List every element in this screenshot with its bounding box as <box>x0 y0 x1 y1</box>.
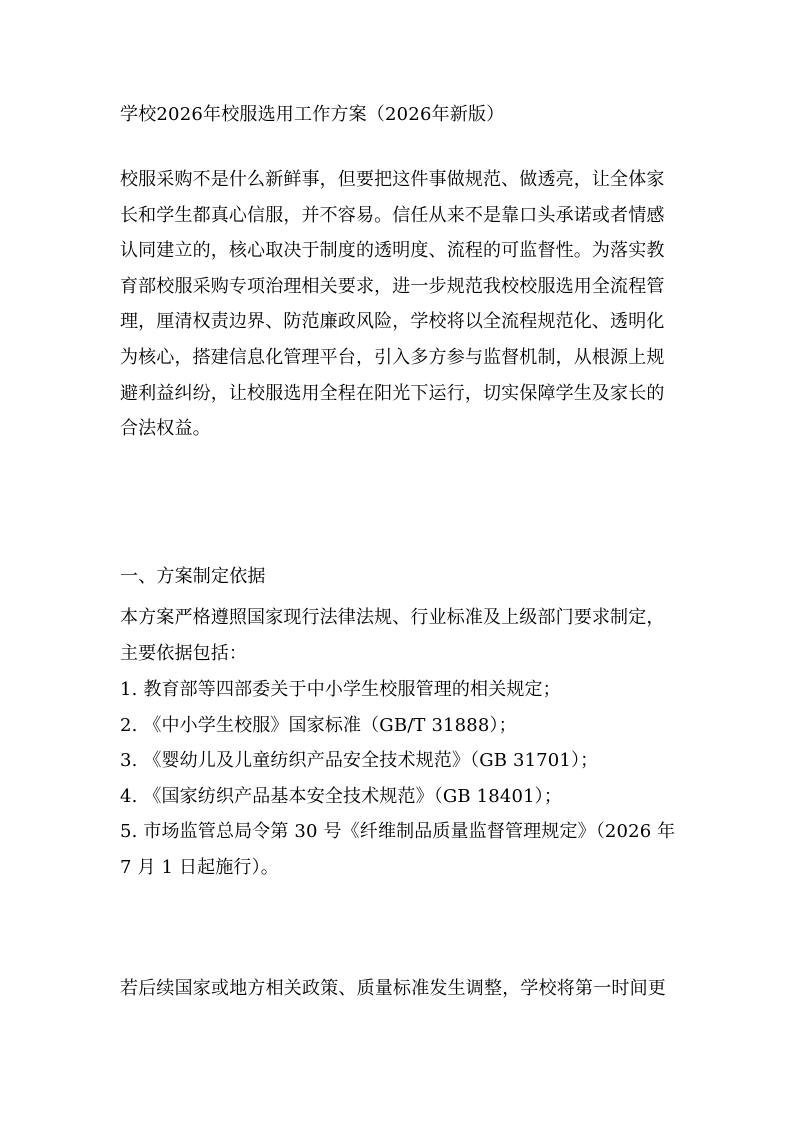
intro-line: 合法权益。 <box>120 418 211 440</box>
section-body <box>120 600 680 671</box>
intro-paragraph <box>120 162 680 447</box>
intro-line: 校服采购不是什么新鲜事，但要把这件事做规范、做透亮，让全体家 <box>120 169 665 190</box>
list-item: 5. 市场监管总局令第 30 号《纤维制品质量监督管理规定》（2026 年 <box>120 821 676 843</box>
intro-line: 为核心，搭建信息化管理平台，引入多方参与监督机制，从根源上规 <box>120 346 665 368</box>
intro-line: 认同建立的，核心取决于制度的透明度、流程的可监督性。为落实教 <box>120 240 665 262</box>
intro-line: 长和学生都真心信服，并不容易。信任从来不是靠口头承诺或者情感 <box>120 204 665 226</box>
intro-line: 育部校服采购专项治理相关要求，进一步规范我校校服选用全流程管 <box>120 275 665 297</box>
intro-line: 理，厘清权责边界、防范廉政风险，学校将以全流程规范化、透明化 <box>120 311 665 333</box>
section-heading: 一、方案制定依据 <box>120 566 266 587</box>
list-item: 2. 《中小学生校服》国家标准（GB/T 31888）； <box>120 714 517 736</box>
intro-line: 避利益纠纷，让校服选用全程在阳光下运行，切实保障学生及家长的 <box>120 382 665 404</box>
section-body-line: 主要依据包括： <box>120 642 248 664</box>
list-item: 3. 《婴幼儿及儿童纺织产品安全技术规范》（GB 31701）； <box>120 750 599 772</box>
list-item: 1. 教育部等四部委关于中小学生校服管理的相关规定； <box>120 679 561 700</box>
basis-list <box>120 672 680 886</box>
list-item-continuation: 7 月 1 日起施行）。 <box>120 856 279 878</box>
list-item: 4. 《国家纺织产品基本安全技术规范》（GB 18401）； <box>120 785 562 807</box>
document-title: 学校2026年校服选用工作方案（2026年新版） <box>120 104 505 125</box>
section-body-line: 本方案严格遵照国家现行法律法规、行业标准及上级部门要求制定， <box>120 607 665 628</box>
trailing-paragraph-line: 若后续国家或地方相关政策、质量标准发生调整，学校将第一时间更 <box>120 978 666 999</box>
